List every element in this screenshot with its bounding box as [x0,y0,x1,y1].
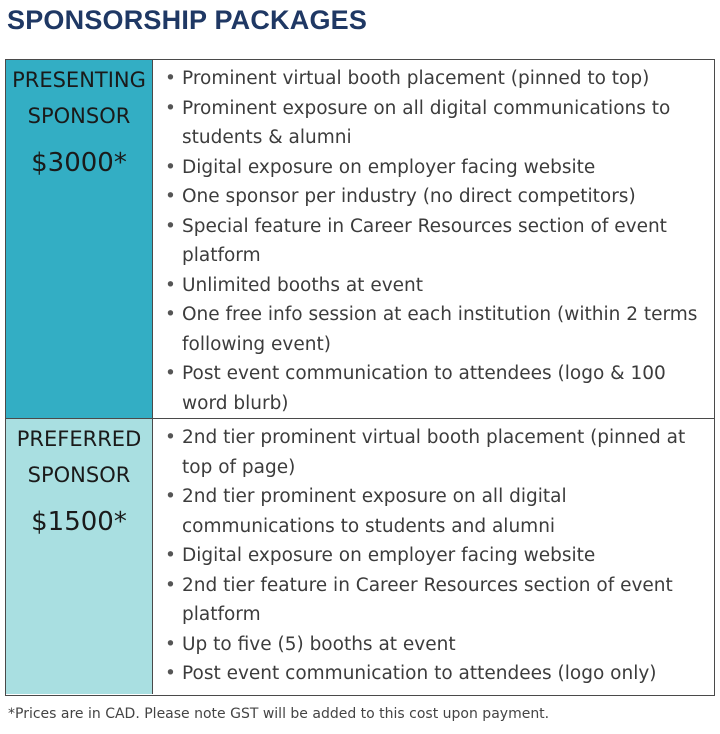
feature-item: • Digital exposure on employer facing website [165,153,702,183]
price-footnote: *Prices are in CAD. Please note GST will be added to this cost upon payment. [8,706,550,722]
tier-price: $3000* [31,148,127,178]
package-row-preferred [6,419,714,694]
tier-cell-preferred [6,419,153,694]
package-row-presenting [6,60,714,419]
tier-name-line1: PREFERRED [16,427,142,451]
tier-cell-presenting [6,60,153,418]
feature-item: • Post event communication to attendees (logo only) [165,659,702,689]
tier-name-line1: PRESENTING [12,68,146,92]
feature-list-preferred [153,419,714,694]
tier-name-line2: SPONSOR [27,104,131,128]
feature-item: • 2nd tier feature in Career Resources section of event platform [165,571,702,630]
feature-item: • One free info session at each institution (within 2 terms following event) [165,300,702,359]
sponsorship-table [5,59,715,696]
page-title: SPONSORSHIP PACKAGES [7,5,368,35]
feature-item: • Special feature in Career Resources section of event platform [165,212,702,271]
feature-list-presenting [153,60,714,418]
feature-item: • Prominent exposure on all digital communications to students & alumni [165,94,702,153]
feature-item: • Prominent virtual booth placement (pinned to top) [165,64,702,94]
feature-item: • 2nd tier prominent exposure on all digital communications to students and alumni [165,482,702,541]
feature-item: • Digital exposure on employer facing website [165,541,702,571]
feature-item: • Post event communication to attendees (logo & 100 word blurb) [165,359,702,418]
tier-price: $1500* [31,507,127,537]
tier-name-line2: SPONSOR [27,463,131,487]
tier-name [6,421,152,493]
feature-item: • Up to five (5) booths at event [165,630,702,660]
feature-item: • One sponsor per industry (no direct competitors) [165,182,702,212]
feature-item: • Unlimited booths at event [165,271,702,301]
feature-item: • 2nd tier prominent virtual booth placement (pinned at top of page) [165,423,702,482]
tier-name [6,62,152,134]
